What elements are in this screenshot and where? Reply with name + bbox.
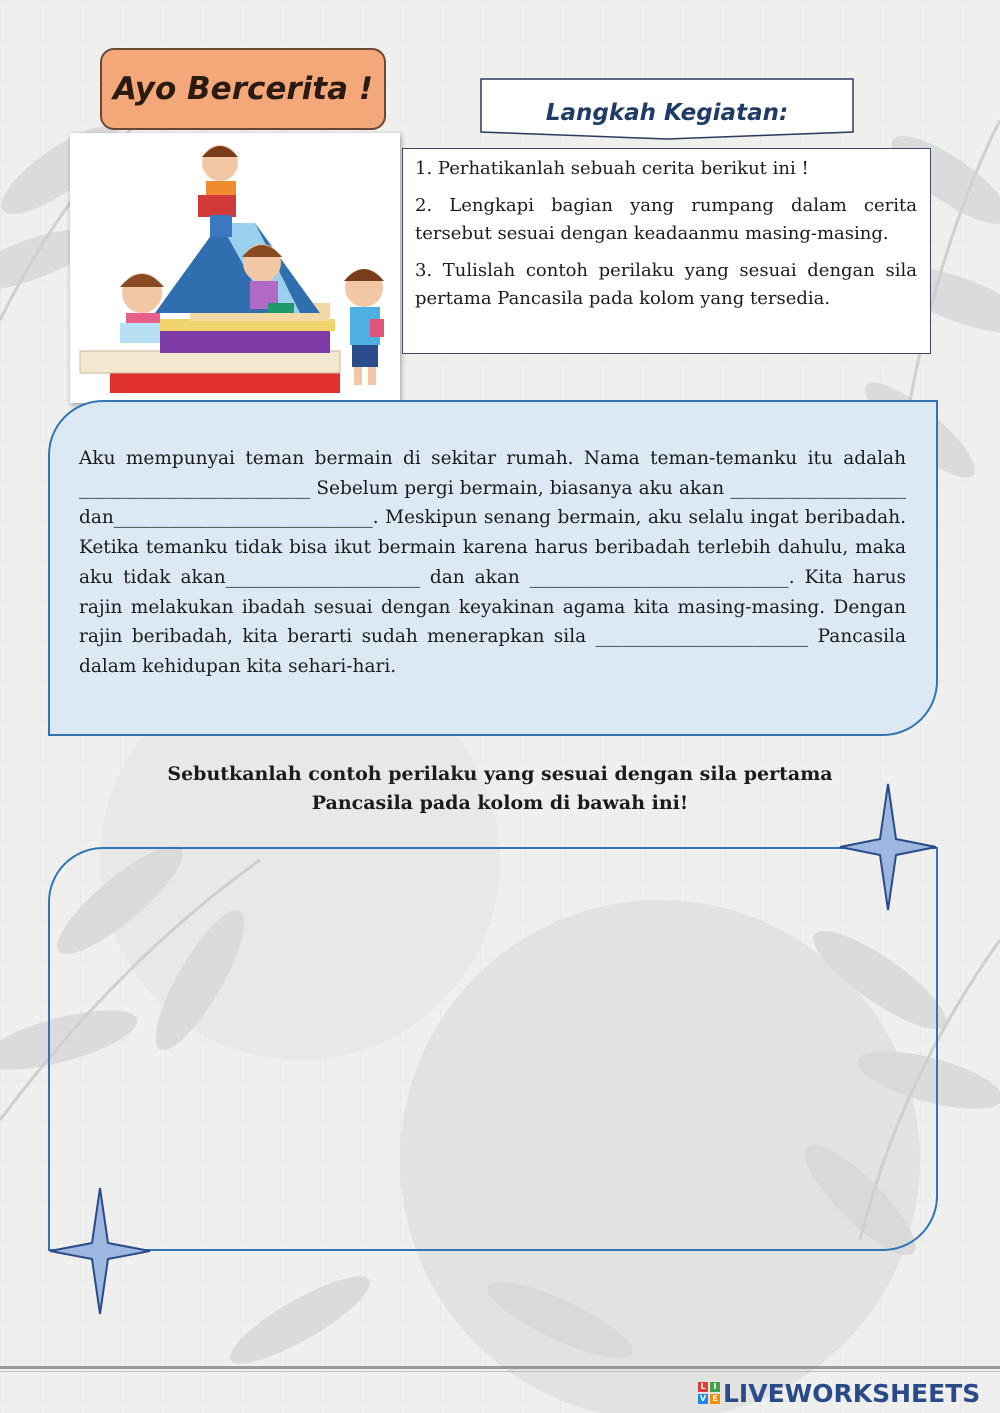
answer-area[interactable] — [48, 847, 938, 1251]
page-title: Ayo Bercerita ! — [100, 48, 386, 130]
footer-divider — [0, 1366, 1000, 1369]
steps-heading: Langkah Kegiatan: — [545, 100, 789, 126]
answer-instruction — [120, 760, 880, 818]
story-paragraph: Aku mempunyai teman bermain di sekitar rumah. Nama teman-temanku itu adalah _________________________ Sebelum pergi bermain, biasanya aku akan ___________________ dan____________________________. Meskipun senang bermain, aku selalu ingat beribadah. Ketika temanku tidak bisa ikut bermain karena harus beribadah terlebih dahulu, maka aku tidak akan_____________________ dan akan ____________________________. Kita harus rajin melakukan ibadah sesuai dengan keyakinan agama kita masing-masing. Dengan rajin beribadah, kita berarti sudah menerapkan sila _______________________ Pancasila dalam kehidupan kita sehari-hari. — [79, 448, 906, 677]
instruction-line-1: Sebutkanlah contoh perilaku yang sesuai dengan sila pertama — [167, 763, 833, 785]
steps-heading-banner — [480, 78, 854, 140]
step-item: 2. Lengkapi bagian yang rumpang dalam cerita tersebut sesuai dengan keadaanmu masing-masing. — [415, 195, 917, 244]
step-item: 3. Tulislah contoh perilaku yang sesuai dengan sila pertama Pancasila pada kolom yang tersedia. — [415, 260, 917, 309]
activity-steps-list — [402, 148, 931, 354]
liveworksheets-logo[interactable] — [698, 1378, 980, 1408]
brand-name: LIVEWORKSHEETS — [723, 1378, 981, 1408]
footer-divider — [0, 1371, 1000, 1372]
instruction-line-2: Pancasila pada kolom di bawah ini! — [311, 792, 689, 814]
sparkle-star-icon — [838, 782, 938, 912]
story-text-box — [48, 400, 938, 736]
logo-mark-icon: L I V E — [698, 1382, 720, 1404]
sparkle-star-icon — [48, 1186, 152, 1316]
step-item: 1. Perhatikanlah sebuah cerita berikut ini ! — [415, 158, 809, 179]
children-reading-illustration — [70, 133, 400, 403]
